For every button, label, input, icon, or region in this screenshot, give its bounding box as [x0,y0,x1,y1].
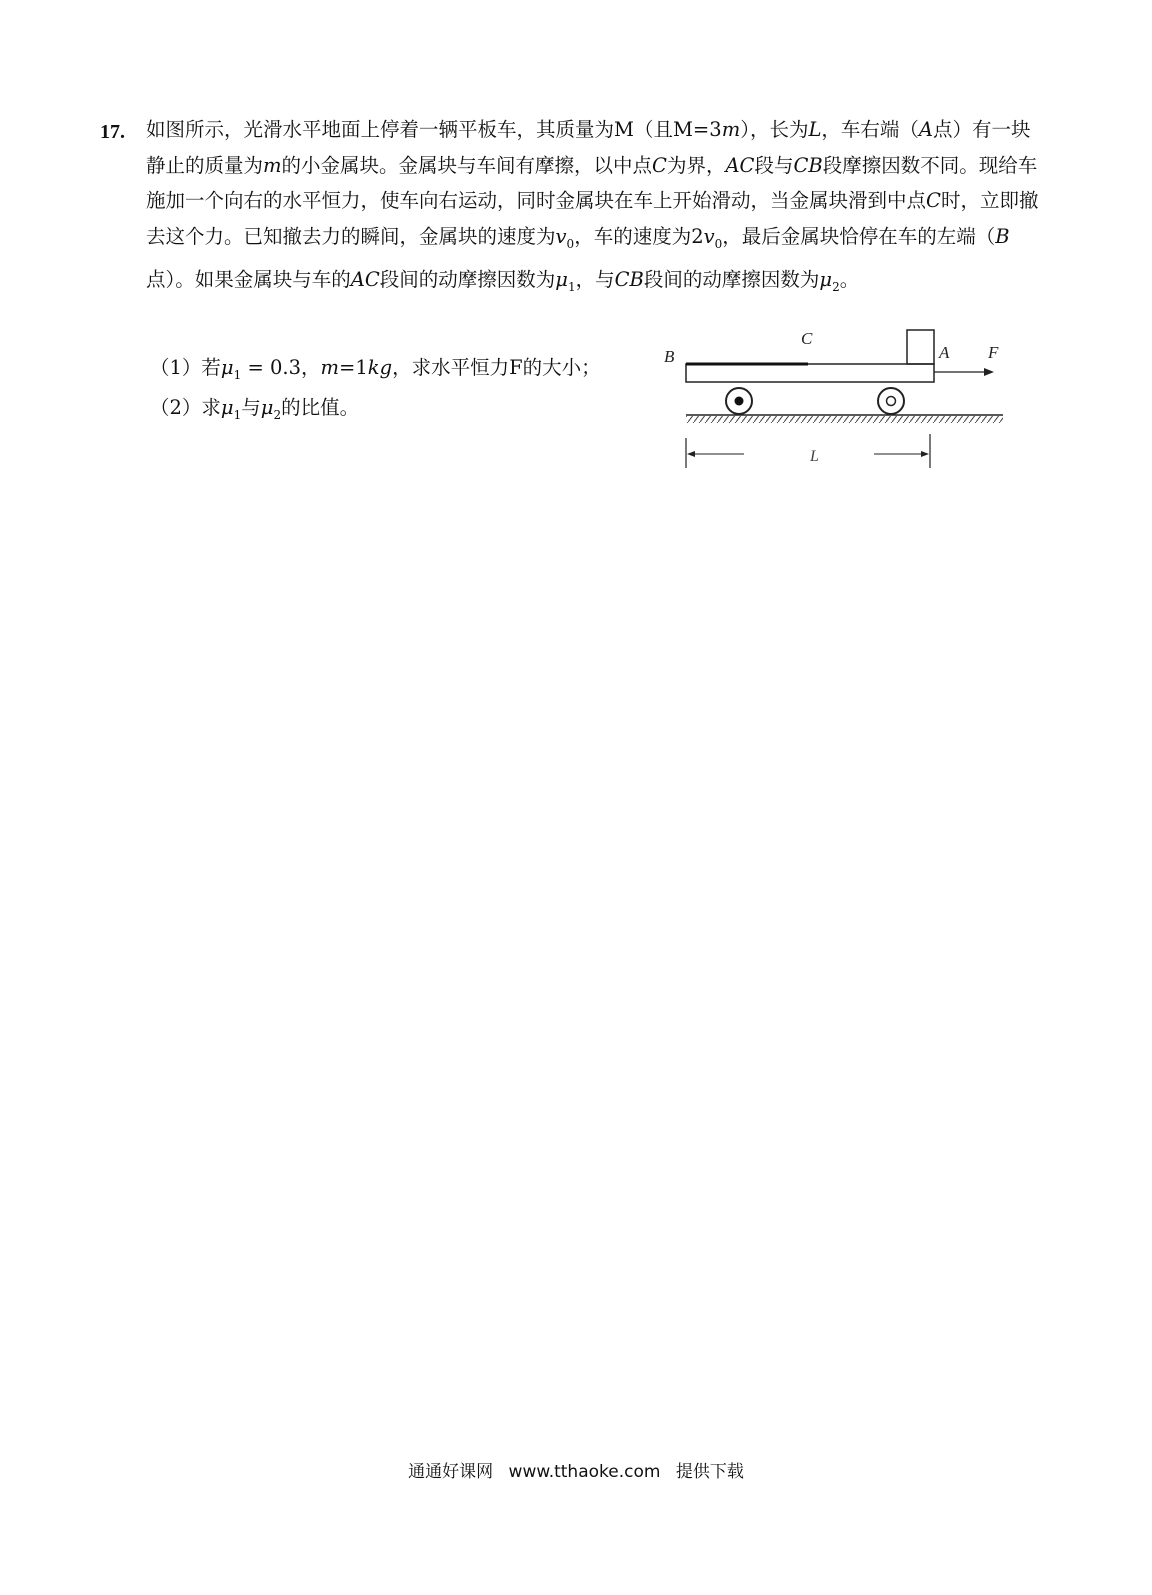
stem-var-mu: μ [819,267,833,291]
subquestion-2 [150,394,359,429]
question-number: 17. [100,121,125,143]
stem-var-CB: CB [614,267,644,291]
stem-var-AC: AC [350,267,380,291]
stem-text: ），长为 [740,118,809,141]
stem-text: ，车右端（ [821,118,919,141]
label-A: A [939,343,950,362]
stem-text: 段间的动摩擦因数为 [643,267,820,291]
question-stem [146,112,1050,305]
label-L: L [810,448,819,465]
stem-text: 段间的动摩擦因数为 [379,267,556,291]
cart-diagram [658,318,1018,478]
sub1-m-eq: =1 [339,356,368,379]
sub2-mu1: μ [220,396,234,419]
problem-17 [100,112,1050,422]
sub1-label: （1）若 [150,356,221,379]
sub2-mid: 与 [241,396,261,419]
footer-tail: 提供下载 [675,1462,744,1482]
stem-text: ，与 [575,267,615,291]
dim-arrowhead-right [921,451,929,457]
stem-text: 时，立即撤去这个力。已知撤去力的瞬间，金属块的速度为 [146,189,1039,248]
sub2-mu2-sub: 2 [273,407,282,422]
sub1-eq: = 0.3， [241,356,321,379]
cart-plank [686,364,934,382]
subquestion-1 [150,354,601,389]
stem-sub-0: 0 [566,236,575,251]
stem-var-L: L [808,118,822,141]
stem-text: 的小金属块。金属块与车间有摩擦，以中点 [281,153,653,177]
stem-text: ，车的速度为2 [574,224,704,248]
stem-text: 如图所示，光滑水平地面上停着一辆平板车，其质量为M（且M=3 [146,118,722,141]
sub2-label: （2）求 [150,396,221,419]
stem-var-C: C [652,153,667,177]
sub1-mu: μ [220,356,234,379]
sub2-mu2: μ [260,396,274,419]
dim-arrowhead-left [687,451,695,457]
stem-text: 段摩擦因数不同。现给车施加一个向右的水平恒力，使车向右运动，同时金属块在车上开始滑动，当金属块滑到中点 [146,153,1038,212]
stem-text: 点）。如果金属块与车的 [146,267,351,291]
stem-var-v: v [703,224,715,248]
stem-var-m: m [263,153,282,177]
right-wheel [878,388,904,414]
stem-text: 为界， [666,153,726,177]
label-F: F [988,343,999,362]
footer-url[interactable]: www.tthaoke.com [508,1462,661,1482]
stem-var-mu: μ [555,267,568,291]
force-arrowhead [984,368,994,376]
stem-text: 段与 [754,153,794,177]
stem-sub-0: 0 [714,236,723,251]
sub2-mu1-sub: 1 [233,407,242,422]
ground-hatch [686,416,1003,423]
stem-text: ，最后金属块恰停在车的左端（ [722,224,996,248]
sub1-tail: ，求水平恒力F的大小； [392,356,601,379]
footer-site-name: 通通好课网 [408,1462,494,1482]
sub1-m: m [320,356,339,379]
metal-block [907,330,934,364]
stem-sub-1: 1 [567,279,576,294]
stem-text: 点）有一块静止的质量为 [146,118,1031,177]
sub1-mu-sub: 1 [233,367,242,382]
left-wheel [726,388,752,414]
stem-var-m: m [721,118,741,141]
stem-sub-2: 2 [832,279,840,294]
sub2-tail: 的比值。 [281,396,360,419]
stem-var-v: v [555,224,567,248]
stem-var-AC: AC [725,153,755,177]
label-B: B [664,347,675,366]
stem-var-B: B [995,224,1010,248]
page-footer [0,1457,1152,1482]
label-C: C [801,329,813,348]
stem-var-A: A [918,118,934,141]
stem-text: 。 [839,267,860,291]
stem-var-C: C [926,189,941,212]
sub1-unit: kg [367,356,393,379]
stem-var-CB: CB [793,153,823,177]
